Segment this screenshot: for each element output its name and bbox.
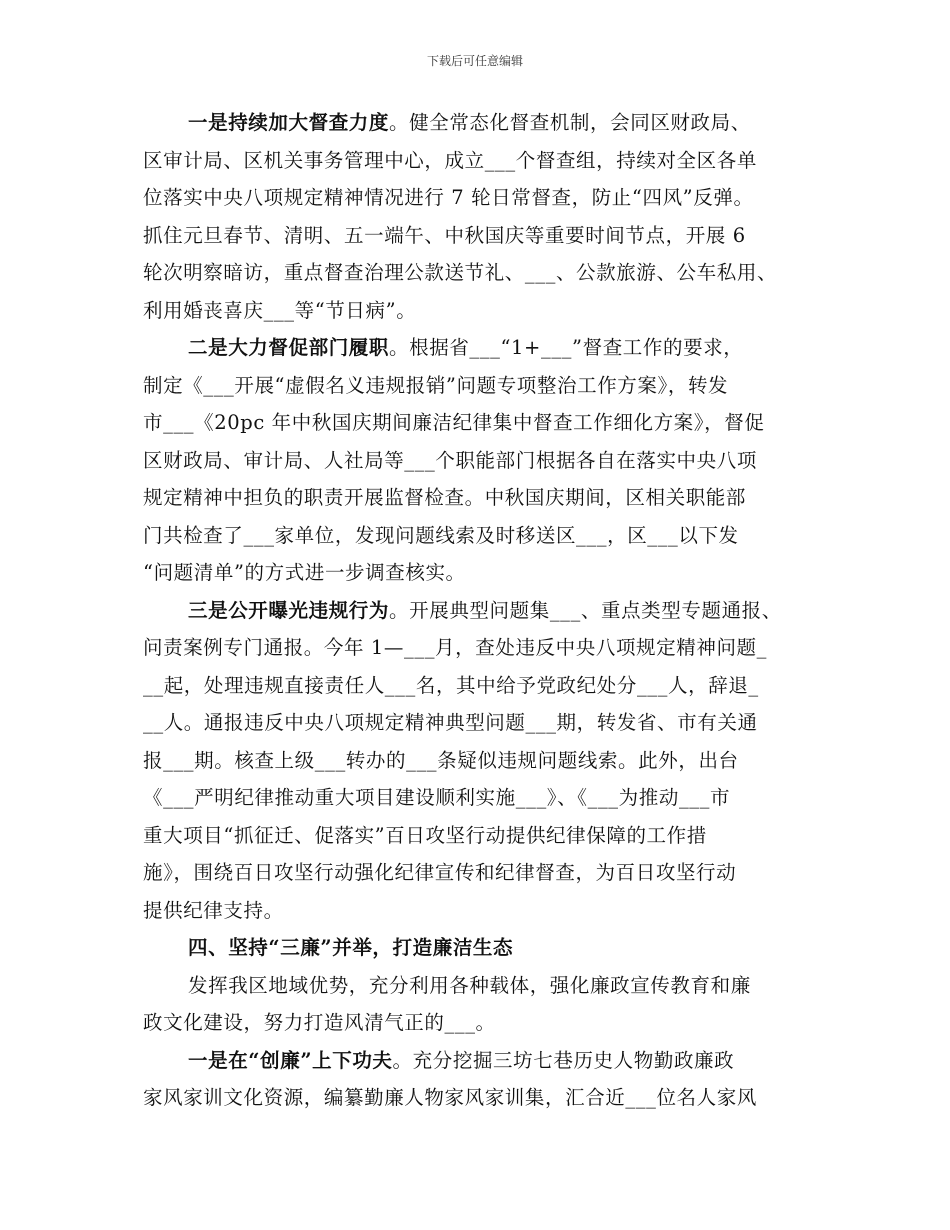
bold-lead: 四、坚持“三廉”并举，打造廉洁生态 bbox=[188, 936, 514, 959]
text-line bbox=[143, 892, 815, 930]
page-header-note: 下载后可任意编辑 bbox=[426, 54, 523, 68]
document-body bbox=[143, 104, 815, 1117]
line-text: 制定《___开展“虚假名义违规报销”问题专项整治工作方案》，转发 bbox=[143, 373, 729, 397]
bold-lead: 三是公开曝光违规行为 bbox=[188, 598, 390, 622]
text-line bbox=[143, 592, 815, 630]
text-line bbox=[143, 742, 815, 780]
text-line bbox=[143, 479, 815, 517]
line-text: 家风家训文化资源，编纂勤廉人物家风家训集，汇合近___位名人家风 bbox=[143, 1086, 757, 1109]
text-line bbox=[143, 142, 815, 180]
bold-lead: 二是大力督促部门履职 bbox=[188, 336, 390, 359]
line-text: __人。通报违反中央八项规定精神典型问题___期，转发省、市有关通 bbox=[143, 711, 758, 734]
text-line bbox=[143, 629, 815, 667]
text-line bbox=[143, 179, 815, 217]
text-line bbox=[143, 404, 815, 442]
bold-lead: 一是持续加大督查力度 bbox=[188, 111, 390, 134]
line-text: 门共检查了___家单位，发现问题线索及时移送区___，区___以下发 bbox=[143, 523, 739, 547]
line-text: 区财政局、审计局、人社局等___个职能部门根据各自在落实中央八项 bbox=[143, 448, 757, 472]
line-text: 区审计局、区机关事务管理中心，成立___个督查组，持续对全区各单 bbox=[143, 148, 757, 172]
line-text: 市___《20pc 年中秋国庆期间廉洁纪律集中督查工作细化方案》，督促 bbox=[143, 411, 765, 434]
text-line bbox=[143, 704, 815, 742]
line-text: 抓住元旦春节、清明、五一端午、中秋国庆等重要时间节点，开展 6 bbox=[143, 223, 746, 247]
line-text: 。充分挖掘三坊七巷历史人物勤政廉政 bbox=[392, 1048, 735, 1072]
text-line bbox=[143, 367, 815, 405]
line-text: 规定精神中担负的职责开展监督检查。中秋国庆期间，区相关职能部 bbox=[143, 486, 747, 509]
line-text: 发挥我区地域优势，充分利用各种载体，强化廉政宣传教育和廉 bbox=[188, 973, 751, 997]
line-text: 报___期。核查上级___转办的___条疑似违规问题线索。此外，出台 bbox=[143, 748, 739, 772]
text-line bbox=[143, 329, 815, 367]
line-text: 施》，围绕百日攻坚行动强化纪律宣传和纪律督查，为百日攻坚行动 bbox=[143, 861, 737, 884]
line-text: 《___严明纪律推动重大项目建设顺利实施___》、《___为推动___市 bbox=[143, 786, 731, 809]
line-text: __起，处理违规直接责任人___名，其中给予党政纪处分___人，辞退_ bbox=[143, 673, 759, 697]
text-line bbox=[143, 1042, 815, 1080]
text-line bbox=[143, 104, 815, 142]
line-text: 。根据省___“1+___”督查工作的要求， bbox=[389, 336, 744, 359]
text-line bbox=[143, 217, 815, 255]
text-line bbox=[143, 967, 815, 1005]
text-line bbox=[143, 254, 815, 292]
text-line bbox=[143, 1004, 815, 1042]
text-line bbox=[143, 929, 815, 967]
text-line bbox=[143, 292, 815, 330]
text-line bbox=[143, 554, 815, 592]
line-text: 。健全常态化督查机制，会同区财政局、 bbox=[389, 111, 751, 134]
line-text: 。开展典型问题集___、重点类型专题通报、 bbox=[389, 598, 782, 622]
line-text: 轮次明察暗访，重点督查治理公款送节礼、___、公款旅游、公车私用、 bbox=[143, 261, 778, 284]
text-line bbox=[143, 817, 815, 855]
text-line bbox=[143, 442, 815, 480]
text-line bbox=[143, 517, 815, 555]
line-text: “问题清单”的方式进一步调查核实。 bbox=[143, 561, 466, 584]
text-line bbox=[143, 1079, 815, 1117]
line-text: 位落实中央八项规定精神情况进行 7 轮日常督查，防止“四风”反弹。 bbox=[143, 186, 754, 209]
line-text: 利用婚丧喜庆___等“节日病”。 bbox=[143, 298, 417, 322]
bold-lead: 一是在“创廉”上下功夫 bbox=[188, 1048, 393, 1072]
line-text: 政文化建设，努力打造风清气正的___。 bbox=[143, 1011, 496, 1034]
line-text: 问责案例专门通报。今年 1—___月，查处违反中央八项规定精神问题_ bbox=[143, 636, 768, 659]
line-text: 提供纪律支持。 bbox=[143, 898, 284, 922]
line-text: 重大项目“抓征迁、促落实”百日攻坚行动提供纪律保障的工作措 bbox=[143, 823, 707, 847]
text-line bbox=[143, 667, 815, 705]
text-line bbox=[143, 854, 815, 892]
text-line bbox=[143, 779, 815, 817]
